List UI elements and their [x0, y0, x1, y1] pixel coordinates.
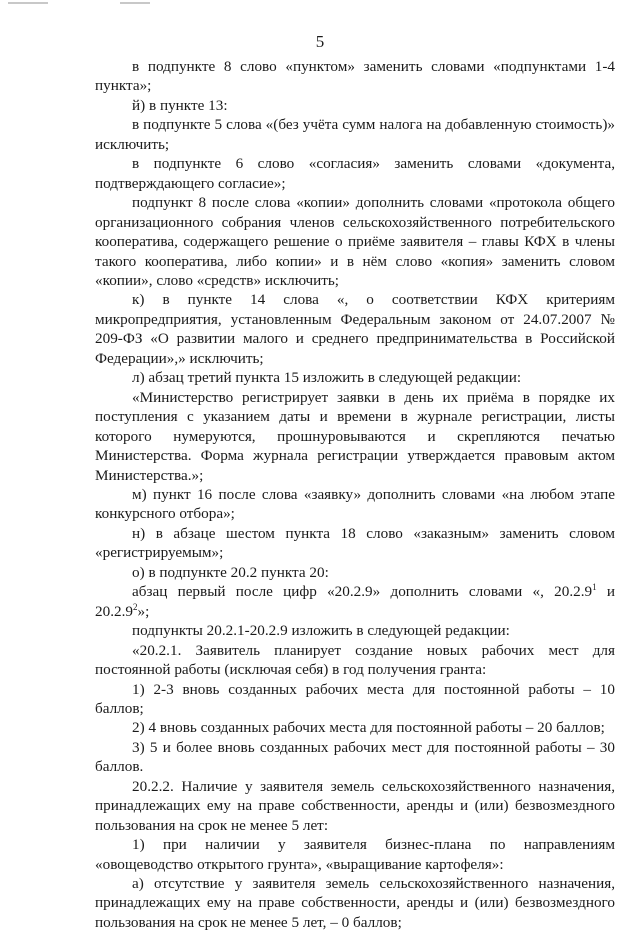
paragraph: 3) 5 и более вновь созданных рабочих мест для постоянной работы – 30 баллов. [95, 738, 615, 776]
superscript: 2 [132, 601, 138, 612]
scan-artifact [120, 2, 150, 4]
scan-artifact [8, 2, 48, 4]
paragraph: а) отсутствие у заявителя земель сельскохозяйственного назначения, принадлежащих ему на праве собственности, аренды и (или) безвозмездного пользования на срок не менее 5 лет, – 0 баллов; [95, 875, 615, 931]
text-run: »; [137, 602, 150, 620]
paragraph: л) абзац третий пункта 15 изложить в следующей редакции: [132, 369, 522, 387]
paragraph: 20.2.2. Наличие у заявителя земель сельскохозяйственного назначения, принадлежащих ему на праве собственности, аренды и (или) безвозмездного пользования на срок не менее 5 лет: [95, 777, 615, 834]
paragraph: 2) 4 вновь созданных рабочих места для постоянной работы – 20 баллов; [132, 719, 605, 737]
paragraph: «Министерство регистрирует заявки в день их приёма в порядке их поступления с указанием даты и времени в журнале регистрации, листы которого нумеруются, прошнуровываются и скрепляются печатью Министерства. Форма журнала регистрации утверждается правовым актом Министерства.»; [95, 388, 615, 484]
superscript: 1 [592, 582, 597, 593]
paragraph: 1) при наличии у заявителя бизнес-плана по направлениям «овощеводство открытого грунта», «выращивание картофеля»: [95, 836, 615, 873]
text-run: и 20.2.9 [95, 583, 615, 620]
paragraph: в подпункте 5 слова «(без учёта сумм налога на добавленную стоимость)» исключить; [95, 116, 615, 153]
paragraph: й) в пункте 13: [132, 96, 228, 114]
paragraph: «20.2.1. Заявитель планирует создание новых рабочих мест для постоянной работы (исключая себя) в год получения гранта: [95, 641, 615, 679]
paragraph: подпункт 8 после слова «копии» дополнить словами «протокола общего организационного собрания членов сельскохозяйственного потребительского кооператива, содержащего решение о приёме заявителя – главы КФХ в члены такого кооператива, либо копии» и в нём слово «копия» заменить словом «копии», слово «средств» исключить; [95, 194, 615, 289]
paragraph: 1) 2-3 вновь созданных рабочих места для постоянной работы – 10 баллов; [95, 680, 615, 717]
paragraph: в подпункте 8 слово «пунктом» заменить словами «подпунктами 1-4 пункта»; [95, 58, 615, 95]
text-run: абзац первый после цифр «20.2.9» дополнить словами «, 20.2.9 [132, 583, 593, 601]
paragraph: м) пункт 16 после слова «заявку» дополнить словами «на любом этапе конкурсного отбора»; [95, 485, 615, 523]
page-number: 5 [315, 32, 325, 51]
paragraph: в подпункте 6 слово «согласия» заменить словами «документа, подтверждающего согласие»; [95, 155, 615, 192]
paragraph: подпункты 20.2.1-20.2.9 изложить в следующей редакции: [132, 622, 510, 640]
document-body [95, 57, 615, 932]
paragraph: н) в абзаце шестом пункта 18 слово «заказным» заменить словом «регистрируемым»; [95, 524, 615, 562]
paragraph: к) в пункте 14 слова «, о соответствии КФХ критериям микропредприятия, установленным Федеральным законом от 24.07.2007 № 209-ФЗ «О развитии малого и среднего предпринимательства в Российской Федерации»,» исключить; [95, 291, 615, 367]
paragraph-with-superscripts [95, 582, 615, 621]
paragraph: о) в подпункте 20.2 пункта 20: [132, 563, 329, 581]
